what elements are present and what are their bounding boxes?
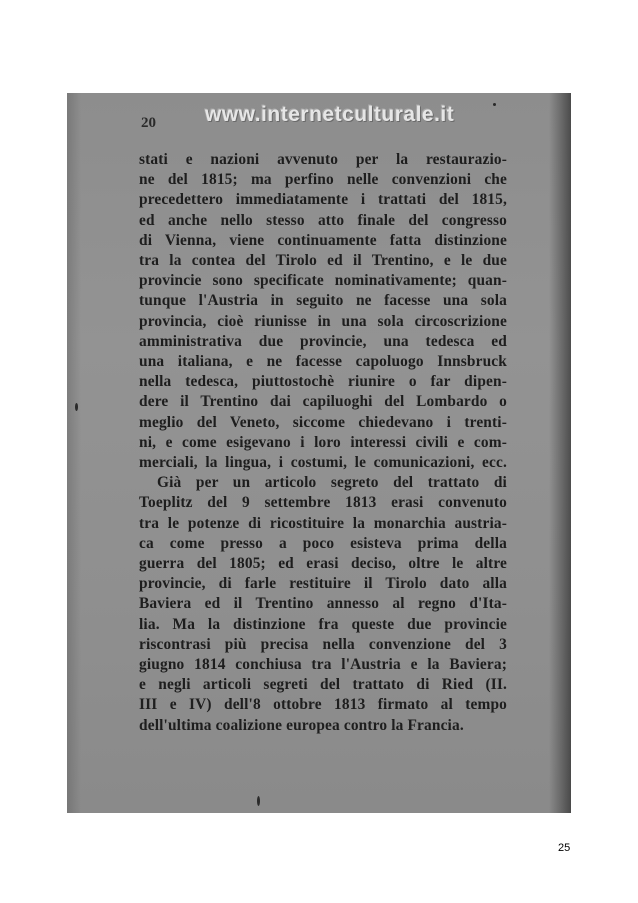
- text-line: tunque l'Austria in seguito ne facesse una sola: [139, 292, 507, 310]
- ink-mark: [75, 403, 78, 411]
- page-text: [139, 150, 507, 736]
- text-line: e negli articoli segreti del trattato di Ried (II.: [139, 676, 507, 694]
- text-line: dell'ultima coalizione europea contro la Francia.: [139, 716, 464, 734]
- text-line: riscontrasi più precisa nella convenzione del 3: [139, 635, 507, 653]
- text-line: merciali, la lingua, i costumi, le comunicazioni, ecc.: [139, 454, 507, 472]
- text-line: provincia, cioè riunisse in una sola circoscrizione: [139, 312, 507, 330]
- ink-mark: [257, 796, 260, 806]
- text-line: giugno 1814 conchiusa tra l'Austria e la Baviera;: [139, 656, 507, 674]
- text-line: provincie sono specificate nominativamente; quan-: [139, 272, 507, 290]
- pdf-page-number: 25: [558, 842, 571, 854]
- book-page-number: 20: [141, 115, 156, 131]
- text-line: Già per un articolo segreto del trattato di: [157, 474, 507, 492]
- text-line: tra le potenze di ricostituire la monarchia austria-: [139, 514, 507, 532]
- text-line: guerra del 1805; ed erasi deciso, oltre le altre: [139, 555, 507, 573]
- text-line: Toeplitz del 9 settembre 1813 erasi convenuto: [139, 494, 507, 512]
- text-line: nella tedesca, piuttostochè riunire o far dipen-: [139, 373, 507, 391]
- text-line: III e IV) dell'8 ottobre 1813 firmato al tempo: [139, 696, 507, 714]
- text-line: lia. Ma la distinzione fra queste due provincie: [139, 615, 507, 633]
- text-line: precedettero immediatamente i trattati del 1815,: [139, 191, 507, 209]
- text-line: provincie, di farle restituire il Tirolo dato alla: [139, 575, 507, 593]
- text-line: ed anche nello stesso atto finale del congresso: [139, 211, 507, 229]
- watermark: www.internetculturale.it: [205, 103, 455, 126]
- text-line: tra la contea del Tirolo ed il Trentino, e le due: [139, 252, 507, 270]
- scanned-page: [67, 93, 571, 813]
- text-line: stati e nazioni avvenuto per la restaurazio-: [139, 151, 507, 168]
- ink-mark: [493, 103, 496, 106]
- text-line: ni, e come esigevano i loro interessi civili e com-: [139, 433, 507, 451]
- text-line: ca come presso a poco esisteva prima della: [139, 534, 507, 552]
- book-spine-shadow: [549, 93, 571, 813]
- text-line: ne del 1815; ma perfino nelle convenzioni che: [139, 171, 507, 189]
- page-edge-shadow: [67, 93, 81, 813]
- text-line: Baviera ed il Trentino annesso al regno d'Ita-: [139, 595, 507, 613]
- text-line: una italiana, e ne facesse capoluogo Innsbruck: [139, 353, 507, 371]
- text-line: dere il Trentino dai capiluoghi del Lombardo o: [139, 393, 507, 411]
- text-line: di Vienna, viene continuamente fatta distinzione: [139, 231, 507, 249]
- text-line: meglio del Veneto, siccome chiedevano i trenti-: [139, 413, 507, 431]
- text-line: amministrativa due provincie, una tedesca ed: [139, 332, 507, 350]
